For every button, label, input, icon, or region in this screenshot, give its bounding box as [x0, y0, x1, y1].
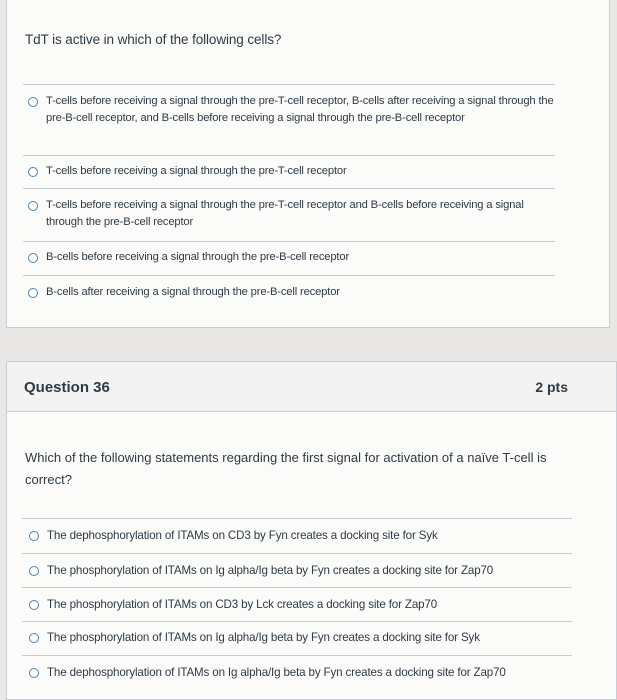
answer-label: The dephosphorylation of ITAMs on CD3 by Fyn creates a docking site for Syk	[47, 529, 438, 542]
divider	[23, 155, 555, 156]
answer-label: T-cells before receiving a signal through the pre-T-cell receptor	[46, 165, 347, 177]
answer-label: The phosphorylation of ITAMs on Ig alpha/Ig beta by Fyn creates a docking site for Syk	[47, 631, 480, 644]
radio-button[interactable]	[29, 633, 39, 643]
answer-label: B-cells before receiving a signal through the pre-B-cell receptor	[46, 251, 350, 263]
answer-option[interactable]	[28, 197, 558, 231]
radio-button[interactable]	[28, 201, 38, 211]
radio-button[interactable]	[28, 97, 38, 107]
question-text: Which of the following statements regarding the first signal for activation of a naïve T-cell is correct?	[25, 450, 547, 487]
answer-label: T-cells before receiving a signal through the pre-T-cell receptor, B-cells after receiving a signal through the pre-B-cell receptor, and B-cells before receiving a signal through the pre-B-cell receptor	[46, 95, 554, 124]
question-title: Question 36	[24, 379, 110, 396]
answer-option[interactable]	[29, 596, 574, 613]
question-text: TdT is active in which of the following cells?	[25, 32, 282, 47]
divider	[22, 553, 572, 554]
divider	[22, 518, 572, 519]
divider	[23, 188, 555, 189]
answer-label: The phosphorylation of ITAMs on CD3 by Lck creates a docking site for Zap70	[47, 598, 438, 611]
divider	[23, 84, 555, 85]
question-card-prev	[6, 0, 610, 328]
question-points: 2 pts	[535, 379, 568, 395]
answer-option[interactable]	[29, 527, 574, 544]
radio-button[interactable]	[29, 600, 39, 610]
divider	[22, 587, 572, 588]
radio-button[interactable]	[29, 566, 39, 576]
answer-label: The phosphorylation of ITAMs on Ig alpha/Ig beta by Fyn creates a docking site for Zap70	[47, 564, 494, 577]
question-header	[7, 362, 616, 412]
radio-button[interactable]	[28, 167, 38, 177]
answer-option[interactable]	[29, 629, 574, 646]
question-card-36	[6, 361, 617, 700]
divider	[23, 275, 555, 276]
answer-option[interactable]	[28, 163, 558, 180]
answer-label: The dephosphorylation of ITAMs on Ig alpha/Ig beta by Fyn creates a docking site for Zap70	[47, 666, 506, 679]
answer-option[interactable]	[28, 249, 558, 266]
answer-label: T-cells before receiving a signal through the pre-T-cell receptor and B-cells before receiving a signal through the pre-B-cell receptor	[46, 199, 524, 228]
divider	[22, 655, 572, 656]
answer-label: B-cells after receiving a signal through the pre-B-cell receptor	[46, 286, 340, 298]
radio-button[interactable]	[28, 288, 38, 298]
radio-button[interactable]	[29, 531, 39, 541]
answer-option[interactable]	[29, 562, 574, 579]
answer-option[interactable]	[28, 93, 558, 127]
radio-button[interactable]	[29, 668, 39, 678]
divider	[23, 241, 555, 242]
answer-option[interactable]	[28, 284, 558, 301]
divider	[22, 621, 572, 622]
radio-button[interactable]	[28, 253, 38, 263]
answer-option[interactable]	[29, 664, 574, 681]
